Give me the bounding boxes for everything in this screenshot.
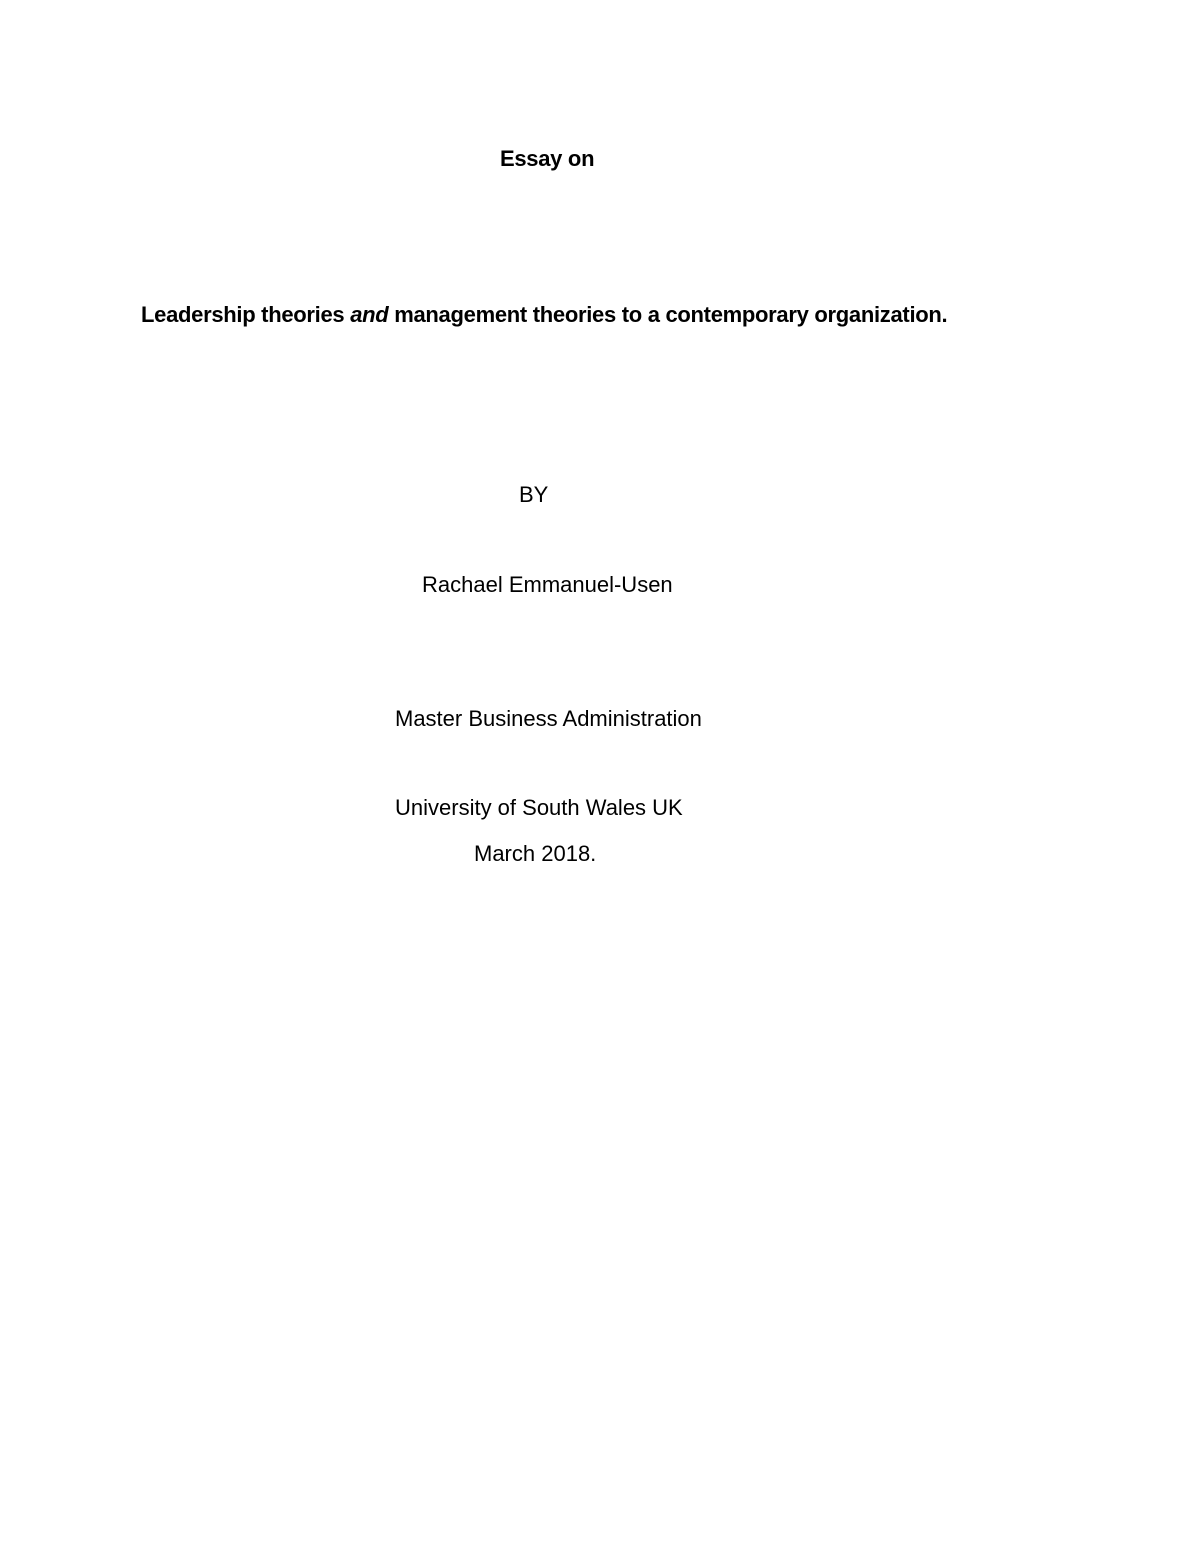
submission-date: March 2018.: [474, 841, 597, 866]
program-name: Master Business Administration: [395, 706, 702, 731]
author-name: Rachael Emmanuel-Usen: [422, 572, 673, 597]
by-label: BY: [519, 482, 549, 507]
title-italic-word: and: [350, 302, 389, 327]
title-part-1: Leadership theories: [141, 302, 351, 327]
title-part-2: management theories to a contemporary organization.: [388, 302, 948, 327]
university-name: University of South Wales UK: [395, 795, 683, 820]
essay-title: [141, 302, 947, 328]
essay-heading: Essay on: [500, 146, 595, 171]
